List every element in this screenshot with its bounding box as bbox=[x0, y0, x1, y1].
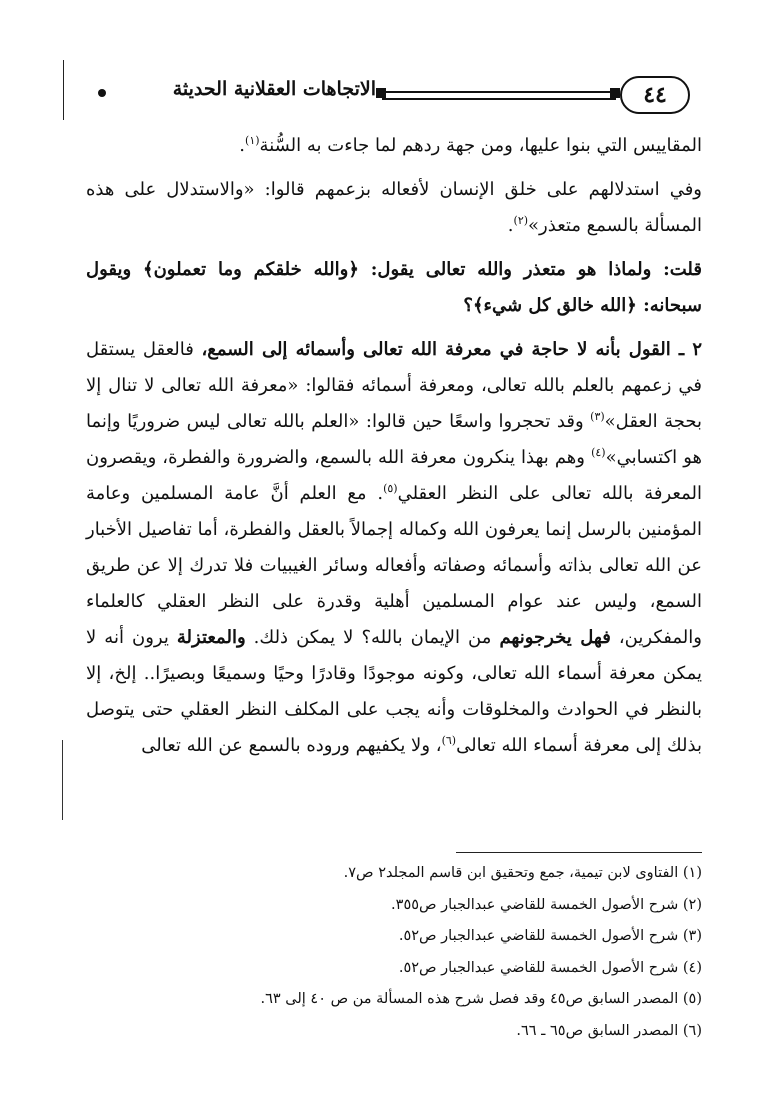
paragraph-2 bbox=[86, 172, 702, 244]
paragraph-text: ، ولا يكفيهم وروده بالسمع عن الله تعالى bbox=[141, 735, 442, 756]
footnote-separator bbox=[456, 852, 702, 853]
header-dot bbox=[98, 89, 106, 97]
footnote-6: (٦) المصدر السابق ص٦٥ ـ ٦٦. bbox=[516, 1022, 702, 1039]
footnote-1: (١) الفتاوى لابن تيمية، جمع وتحقيق ابن قاسم المجلد٢ ص٧. bbox=[343, 865, 702, 881]
running-title: الاتجاهات العقلانية الحديثة bbox=[172, 78, 376, 100]
paragraph-text: وهم بهذا ينكرون معرفة الله بالسمع، والضرورة والفطرة، ويقصرون المعرفة بالله تعالى على النظر العقلي bbox=[86, 447, 702, 504]
footnote-ref: (٦) bbox=[441, 734, 457, 747]
footnote-4: (٤) شرح الأصول الخمسة للقاضي عبدالجبار ص٥٢. bbox=[398, 959, 702, 976]
footnotes bbox=[86, 858, 702, 1047]
punctuation: . bbox=[507, 215, 514, 236]
footnote-ref: (٢) bbox=[513, 214, 529, 227]
page-header bbox=[90, 74, 690, 118]
paragraph-3 bbox=[86, 252, 702, 324]
margin-rule-middle bbox=[62, 740, 63, 820]
punctuation: . bbox=[239, 135, 246, 156]
paragraph-text: من الإيمان بالله؟ لا يمكن ذلك. bbox=[253, 627, 492, 648]
footnote-ref: (٤) bbox=[591, 446, 606, 459]
section-heading: ٢ ـ القول بأنه لا حاجة في معرفة الله تعالى وأسمائه إلى السمع، bbox=[201, 339, 702, 360]
paragraph-text: يرون أنه لا يمكن معرفة أسماء الله تعالى، وكونه موجودًا وقادرًا وحيًا وسميعًا وبصيرًا.. إلخ، إلا بالنظر في الحوادث والمخلوقات وأنه يجب على المكلف النظر العقلي حتى يتوصل بذلك إلى معرفة أسماء الله تعالى bbox=[86, 627, 702, 756]
paragraph-4 bbox=[86, 332, 702, 764]
paragraph-text: المقاييس التي بنوا عليها، ومن جهة ردهم لما جاءت به السُّنة bbox=[259, 135, 702, 156]
paragraph-text: وقد تحجروا واسعًا حين قالوا: «العلم بالله تعالى ليس ضروريًا وإنما هو اكتسابي» bbox=[86, 411, 702, 468]
paragraph-text: وفي استدلالهم على خلق الإنسان لأفعاله بزعمهم قالوا: «والاستدلال على هذه المسألة بالسمع متعذر» bbox=[86, 179, 702, 236]
bold-phrase: فهل يخرجونهم bbox=[499, 627, 611, 648]
paragraph-text: فالعقل يستقل في زعمهم بالعلم بالله تعالى، ومعرفة أسمائه فقالوا: «معرفة الله تعالى لا تنال إلا بحجة العقل» bbox=[86, 339, 702, 432]
footnote-5: (٥) المصدر السابق ص٤٥ وقد فصل شرح هذه المسألة من ص ٤٠ إلى ٦٣. bbox=[260, 991, 702, 1007]
footnote-ref: (١) bbox=[245, 134, 260, 147]
header-square-left bbox=[376, 88, 386, 98]
footnote-2: (٢) شرح الأصول الخمسة للقاضي عبدالجبار ص٣٥٥. bbox=[391, 896, 702, 913]
paragraph-1 bbox=[86, 128, 702, 164]
body-text bbox=[86, 128, 702, 764]
footnote-ref: (٥) bbox=[383, 482, 398, 495]
page-number: ٤٤ bbox=[620, 76, 690, 114]
footnote-ref: (٣) bbox=[590, 410, 605, 423]
bold-phrase: والمعتزلة bbox=[176, 627, 246, 648]
paragraph-text: قلت: ولماذا هو متعذر والله تعالى يقول: ﴿والله خلقكم وما تعملون﴾ ويقول سبحانه: ﴿الله خالق كل شيء﴾؟ bbox=[86, 259, 702, 316]
margin-rule-top bbox=[63, 60, 64, 120]
paragraph-text: . مع العلم أنَّ عامة المسلمين وعامة المؤمنين بالرسل إنما يعرفون الله وكماله إجمالاً بالعقل والفطرة، أما تفاصيل الأخبار عن الله تعالى بذاته وأسمائه وصفاته وأفعاله وسائر الغيبيات فلا تدرك إلا عن طريق السمع، وليس عند عوام المسلمين أهلية وقدرة على النظر العقلي كالعلماء والمفكرين، bbox=[86, 483, 702, 648]
header-double-rule bbox=[382, 91, 616, 100]
footnote-3: (٣) شرح الأصول الخمسة للقاضي عبدالجبار ص٥٢. bbox=[398, 928, 702, 944]
